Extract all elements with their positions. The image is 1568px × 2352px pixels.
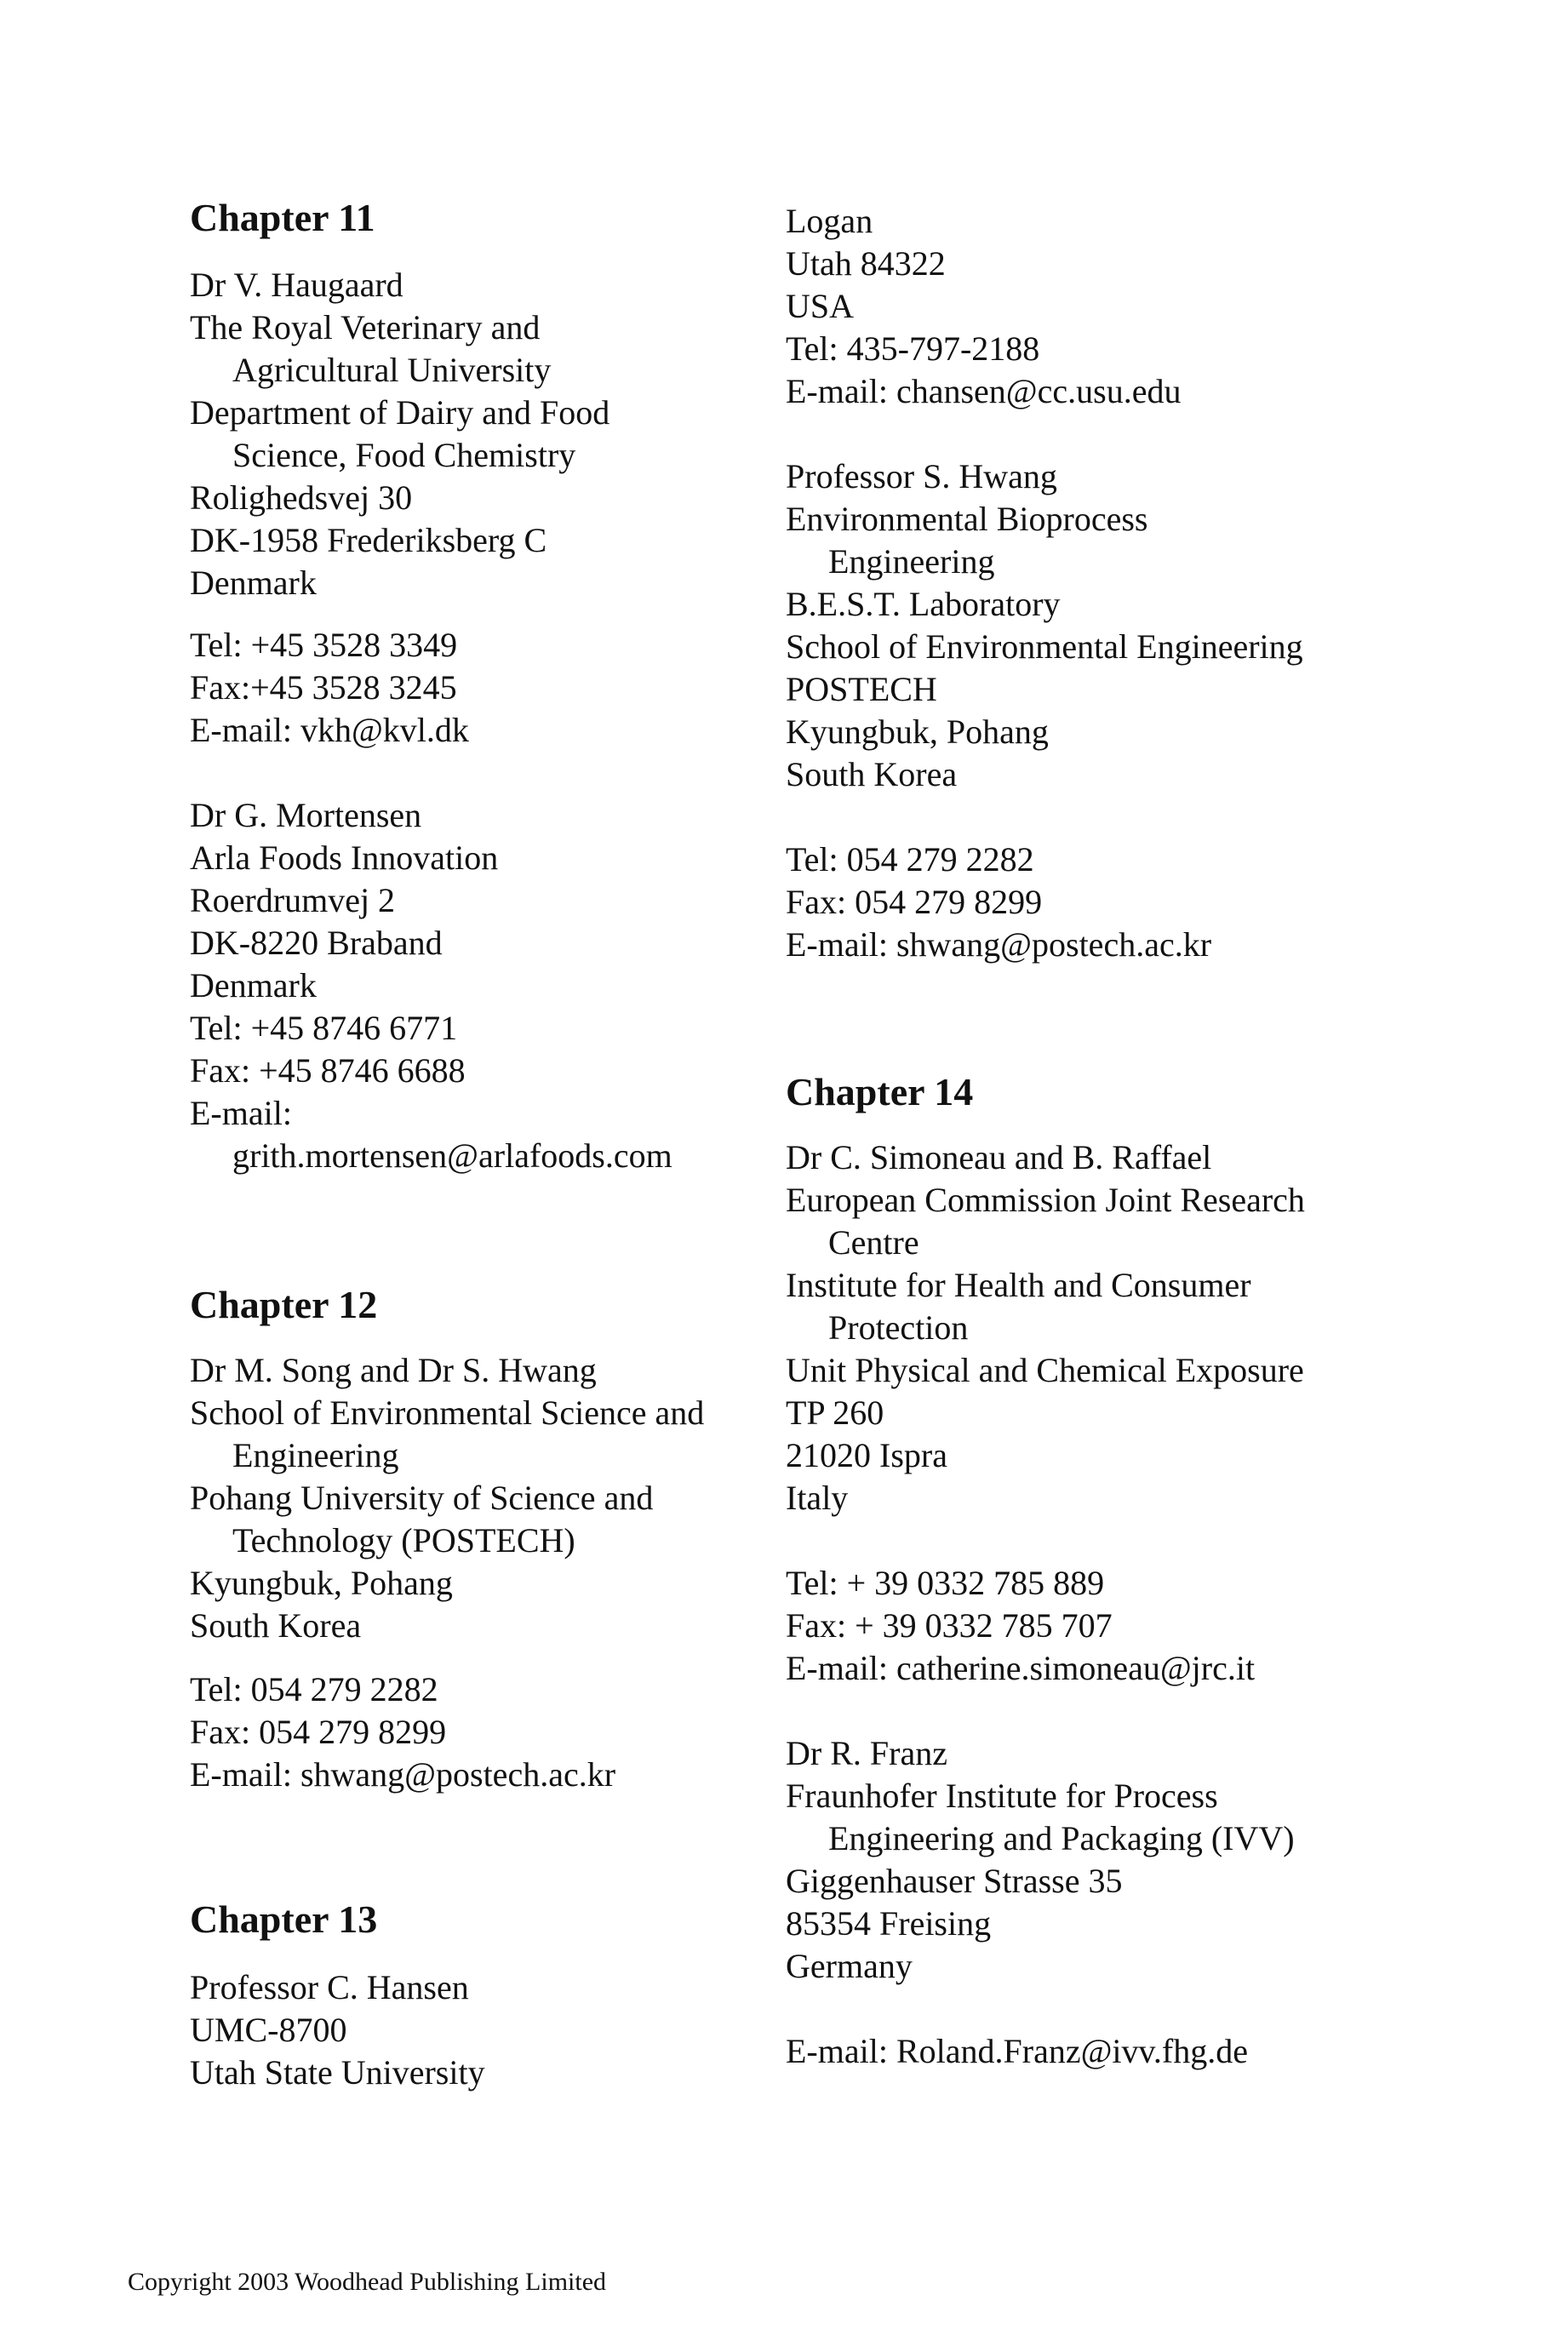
telephone-line: Tel: +45 3528 3349 [190, 626, 458, 664]
copyright-footer: Copyright 2003 Woodhead Publishing Limited [128, 2268, 607, 2296]
email-line: E-mail: catherine.simoneau@jrc.it [786, 1649, 1256, 1687]
contact-name: Professor S. Hwang [786, 457, 1057, 495]
fax-line: Fax: + 39 0332 785 707 [786, 1606, 1113, 1645]
fax-line: Fax: +45 8746 6688 [190, 1051, 466, 1090]
contact-name: Dr R. Franz [786, 1734, 947, 1772]
email-line: E-mail: vkh@kvl.dk [190, 711, 469, 749]
fax-line: Fax: 054 279 8299 [190, 1713, 447, 1751]
email-line: E-mail: chansen@cc.usu.edu [786, 372, 1182, 410]
address-line: Engineering [232, 1436, 399, 1474]
chapter-heading: Chapter 13 [190, 1897, 378, 1941]
telephone-line: Tel: +45 8746 6771 [190, 1009, 458, 1047]
address-line: Utah State University [190, 2053, 485, 2092]
address-line: Denmark [190, 564, 317, 602]
address-line: B.E.S.T. Laboratory [786, 585, 1061, 623]
email-line: E-mail: shwang@postech.ac.kr [786, 925, 1212, 964]
address-line: South Korea [190, 1606, 362, 1645]
address-line: Kyungbuk, Pohang [190, 1564, 453, 1602]
address-line: 21020 Ispra [786, 1436, 947, 1474]
address-line: 85354 Freising [786, 1904, 992, 1943]
address-line: Germany [786, 1947, 913, 1985]
address-line: USA [786, 287, 855, 325]
telephone-line: Tel: + 39 0332 785 889 [786, 1564, 1105, 1602]
email-line: E-mail: Roland.Franz@ivv.fhg.de [786, 2032, 1249, 2070]
address-line: Utah 84322 [786, 244, 946, 283]
fax-line: Fax: 054 279 8299 [786, 883, 1043, 921]
address-line: Centre [828, 1223, 919, 1262]
fax-line: Fax:+45 3528 3245 [190, 668, 457, 707]
telephone-line: Tel: 054 279 2282 [786, 840, 1034, 878]
chapter-heading: Chapter 12 [190, 1283, 378, 1326]
address-line: Department of Dairy and Food [190, 393, 610, 432]
address-line: Engineering and Packaging (IVV) [828, 1819, 1295, 1857]
address-line: Arla Foods Innovation [190, 838, 499, 877]
address-line: POSTECH [786, 670, 937, 708]
contact-name: Dr V. Haugaard [190, 266, 403, 304]
chapter-heading: Chapter 14 [786, 1070, 974, 1113]
address-line: Logan [786, 202, 873, 240]
address-line: School of Environmental Engineering [786, 627, 1303, 666]
address-line: DK-8220 Braband [190, 924, 443, 962]
address-line: South Korea [786, 755, 958, 793]
address-line: Giggenhauser Strasse 35 [786, 1862, 1123, 1900]
address-line: Roerdrumvej 2 [190, 881, 396, 919]
address-line: Rolighedsvej 30 [190, 478, 413, 517]
address-line: DK-1958 Frederiksberg C [190, 521, 547, 559]
contact-name: Dr G. Mortensen [190, 796, 422, 834]
address-line: Institute for Health and Consumer [786, 1266, 1251, 1304]
contact-name: Dr M. Song and Dr S. Hwang [190, 1351, 597, 1389]
address-line: UMC-8700 [190, 2011, 347, 2049]
address-line: Technology (POSTECH) [232, 1521, 575, 1559]
address-line: Science, Food Chemistry [232, 436, 576, 474]
address-line: Engineering [828, 542, 995, 581]
address-line: Italy [786, 1479, 849, 1517]
address-line: Fraunhofer Institute for Process [786, 1777, 1218, 1815]
address-line: Unit Physical and Chemical Exposure [786, 1351, 1304, 1389]
chapter-heading: Chapter 11 [190, 196, 375, 239]
address-line: School of Environmental Science and [190, 1393, 705, 1432]
telephone-line: Tel: 435-797-2188 [786, 329, 1040, 368]
address-line: Pohang University of Science and [190, 1479, 654, 1517]
contact-name: Dr C. Simoneau and B. Raffael [786, 1138, 1212, 1176]
address-line: Agricultural University [232, 351, 552, 389]
address-line: The Royal Veterinary and [190, 308, 541, 346]
address-line: Protection [828, 1308, 969, 1347]
email-address: grith.mortensen@arlafoods.com [232, 1136, 672, 1175]
address-line: Kyungbuk, Pohang [786, 712, 1049, 751]
email-line: E-mail: shwang@postech.ac.kr [190, 1755, 616, 1794]
address-line: European Commission Joint Research [786, 1181, 1305, 1219]
address-line: Denmark [190, 966, 317, 1004]
address-line: Environmental Bioprocess [786, 500, 1148, 538]
email-label: E-mail: [190, 1094, 292, 1132]
telephone-line: Tel: 054 279 2282 [190, 1670, 438, 1708]
contact-name: Professor C. Hansen [190, 1968, 469, 2006]
address-line: TP 260 [786, 1393, 884, 1432]
